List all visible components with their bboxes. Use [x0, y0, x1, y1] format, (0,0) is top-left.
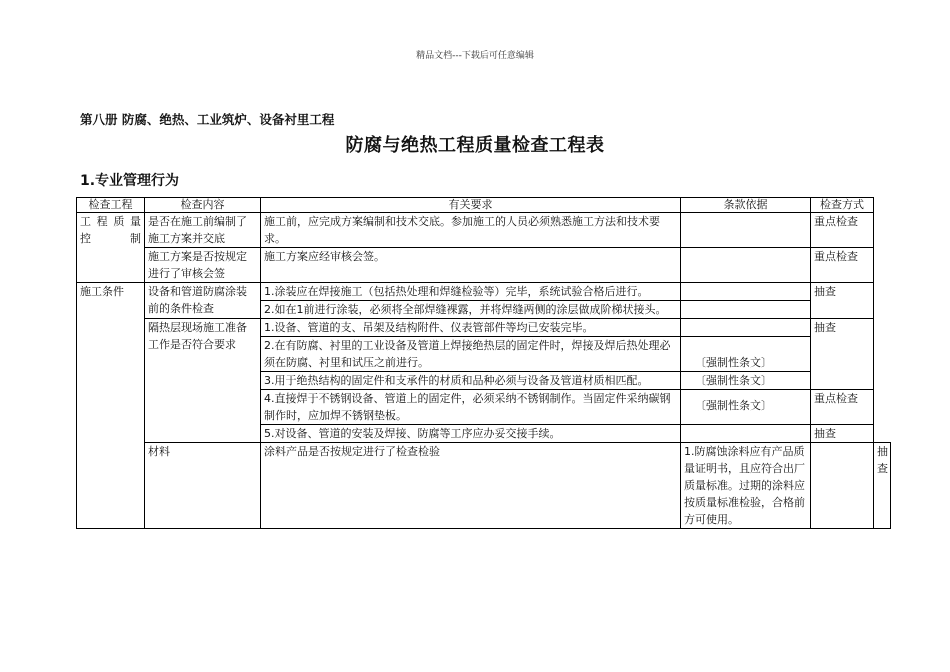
document-title: 防腐与绝热工程质量检查工程表	[345, 135, 605, 156]
method-cell: 重点检查	[811, 390, 874, 425]
method-cell: 抽查	[811, 319, 874, 390]
requirement-cell: 2.如在1前进行涂装，必须将全部焊缝裸露，并将焊缝两侧的涂层做成阶梯状接头。	[261, 301, 681, 319]
requirement-cell: 施工前，应完成方案编制和技术交底。参加施工的人员必须熟悉施工方法和技术要求。	[261, 213, 681, 248]
project-cell: 工 程 质 量 控制	[77, 213, 145, 283]
basis-cell	[811, 443, 874, 529]
requirement-cell: 4.直接焊于不锈钢设备、管道上的固定件，必须采纳不锈钢制作。当固定件采纳碳钢制作时，应加焊不锈钢垫板。	[261, 390, 681, 425]
basis-cell	[681, 283, 811, 301]
inspection-table	[76, 197, 891, 529]
method-cell: 抽查	[811, 425, 874, 443]
table-row	[77, 283, 891, 301]
column-header: 检查工程	[77, 198, 145, 213]
content-cell: 涂料产品是否按规定进行了检查检验	[261, 443, 681, 529]
section-title: 1.专业管理行为	[80, 173, 180, 189]
method-cell: 抽查	[811, 283, 874, 319]
watermark-text: 精品文档---下载后可任意编辑	[416, 51, 534, 61]
requirement-cell: 5.对设备、管道的安装及焊接、防腐等工序应办妥交接手续。	[261, 425, 681, 443]
column-header: 有关要求	[261, 198, 681, 213]
method-cell: 抽查	[874, 443, 891, 529]
requirement-cell: 施工方案应经审核会签。	[261, 248, 681, 283]
basis-cell	[681, 319, 811, 337]
table-row	[77, 248, 891, 283]
column-header: 检查方式	[811, 198, 874, 213]
requirement-cell: 1.涂装应在焊接施工（包括热处理和焊缝检验等）完毕，系统试验合格后进行。	[261, 283, 681, 301]
volume-title: 第八册 防腐、绝热、工业筑炉、设备衬里工程	[80, 112, 335, 127]
requirement-cell: 2.在有防腐、衬里的工业设备及管道上焊接绝热层的固定件时，焊接及焊后热处理必须在防腐、衬里和试压之前进行。	[261, 337, 681, 372]
basis-cell: 〔强制性条文〕	[681, 390, 811, 425]
content-cell: 设备和管道防腐涂装前的条件检查	[145, 283, 261, 319]
requirement-cell: 1.设备、管道的支、吊架及结构附件、仪表管部件等均已安装完毕。	[261, 319, 681, 337]
table-row	[77, 319, 891, 337]
content-cell: 施工方案是否按规定进行了审核会签	[145, 248, 261, 283]
project-cell: 材料	[145, 443, 261, 529]
column-header: 检查内容	[145, 198, 261, 213]
method-cell: 重点检查	[811, 248, 874, 283]
table-header-row	[77, 198, 891, 213]
table-row	[77, 213, 891, 248]
column-header: 条款依据	[681, 198, 811, 213]
basis-cell: 〔强制性条文〕	[681, 337, 811, 372]
basis-cell	[681, 213, 811, 248]
table-row	[77, 443, 891, 529]
content-cell: 隔热层现场施工准备工作是否符合要求	[145, 319, 261, 443]
basis-cell: 〔强制性条文〕	[681, 372, 811, 390]
basis-cell	[681, 425, 811, 443]
basis-cell	[681, 248, 811, 283]
method-cell: 重点检查	[811, 213, 874, 248]
basis-cell	[681, 301, 811, 319]
content-cell: 是否在施工前编制了施工方案并交底	[145, 213, 261, 248]
requirement-cell: 3.用于绝热结构的固定件和支承件的材质和品种必须与设备及管道材质相匹配。	[261, 372, 681, 390]
requirement-cell: 1.防腐蚀涂料应有产品质量证明书，且应符合出厂质量标准。过期的涂料应按质量标准检验，合格前方可使用。	[681, 443, 811, 529]
project-cell: 施工条件	[77, 283, 145, 529]
